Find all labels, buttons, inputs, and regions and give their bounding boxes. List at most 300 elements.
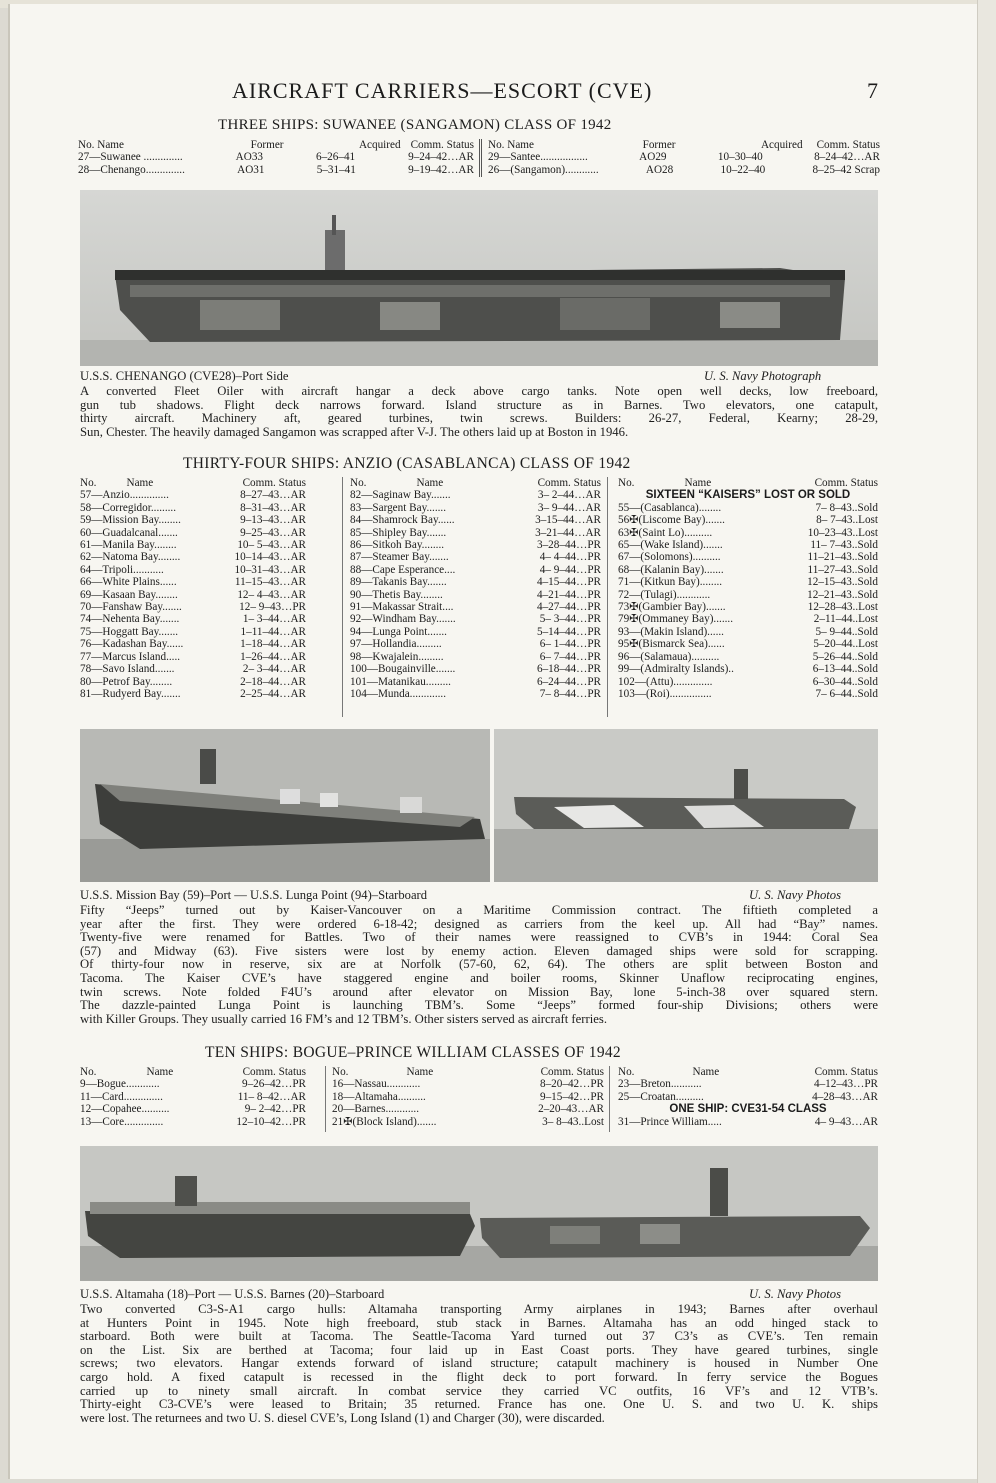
col-header-no-name: No. Name xyxy=(488,139,534,151)
paragraph-line: Twenty-five were renamed for Battles. Two of their names were reassigned to CVB’s in 1944: Coral Sea xyxy=(80,930,878,945)
ship-comm-status: 8–31–43…AR xyxy=(240,501,306,514)
ship-comm-status: 5–26–44..Sold xyxy=(812,650,878,663)
col-header-name: Name xyxy=(146,1066,174,1078)
ship-comm-status: 10–14–43…AR xyxy=(234,551,306,564)
ship-name: 13—Core.............. xyxy=(80,1115,164,1128)
photo-credit-altamaha: U. S. Navy Photos xyxy=(749,1287,841,1301)
photo-caption-chenango: U.S.S. CHENANGO (CVE28)–Port Side xyxy=(80,369,289,383)
column-divider xyxy=(479,139,482,177)
prince-william-subtitle: ONE SHIP: CVE31-54 CLASS xyxy=(669,1103,827,1116)
photo-caption-altamaha: U.S.S. Altamaha (18)–Port — U.S.S. Barnes (20)–Starboard xyxy=(80,1287,385,1301)
ship-name: 96—(Salamaua).......... xyxy=(618,650,720,663)
ship-name: 91—Makassar Strait.... xyxy=(350,601,454,614)
ship-comm-status: 12– 9–43…PR xyxy=(239,601,306,614)
ship-comm-status: 3– 8–43..Lost xyxy=(542,1115,604,1128)
table-row xyxy=(618,688,878,700)
ship-name: 73✠(Gambier Bay)....... xyxy=(618,601,726,614)
ship-comm-status: 10– 5–43…AR xyxy=(237,539,306,552)
col-header-comm-status: Comm. Status xyxy=(540,1066,604,1078)
table-row xyxy=(350,527,601,539)
bogue-class-table xyxy=(80,1066,878,1132)
ship-comm-status: 9–13–43…AR xyxy=(240,514,306,527)
table-row xyxy=(350,551,601,563)
ship-comm-status: 6–24–44…PR xyxy=(536,675,601,688)
ship-comm-status: 4–12–43…PR xyxy=(813,1078,878,1091)
table-row xyxy=(350,676,601,688)
column-divider xyxy=(609,1066,610,1132)
col-header-comm-status: Comm. Status xyxy=(242,1066,306,1078)
ship-comm-status: 11– 7–43..Sold xyxy=(810,539,878,552)
table-row xyxy=(350,688,601,700)
ship-comm-status: 5–14–44…PR xyxy=(536,625,601,638)
anzio-column-2 xyxy=(350,477,601,700)
ship-comm-status: 4–27–44…PR xyxy=(536,601,601,614)
ship-comm-status: 3– 9–44…AR xyxy=(537,501,601,514)
paragraph-line: with Killer Groups. They usually carried 16 FM’s and 12 TBM’s. Other sisters served as aircraft ferries. xyxy=(80,1011,608,1026)
lost-or-sold-subtitle: SIXTEEN “KAISERS” LOST OR SOLD xyxy=(645,489,851,502)
ship-name: 63✠(Saint Lo).......... xyxy=(618,526,713,539)
table-row xyxy=(332,1078,604,1090)
paragraph-line: screws; two elevators. Hangar extends forward of island structure; catapult machinery is housed in Number One xyxy=(80,1356,878,1371)
table-row xyxy=(80,564,306,576)
ship-name: 90—Thetis Bay........ xyxy=(350,588,443,601)
paragraph-line: carried up to ninety small aircraft. In combat service they carried VC outfits, 16 VF’s and 12 VTB’s. xyxy=(80,1383,878,1398)
description-kaiser-jeeps xyxy=(80,904,878,1026)
ship-name: 56✠(Liscome Bay)....... xyxy=(618,514,725,527)
ship-name: 25—Croatan.......... xyxy=(618,1090,704,1103)
photo-credit-chenango: U. S. Navy Photograph xyxy=(704,369,822,383)
ship-comm-status: 5– 9–44..Sold xyxy=(815,625,878,638)
suwanee-class-table xyxy=(78,139,878,179)
ship-name: 81—Rudyerd Bay....... xyxy=(80,687,181,700)
paragraph-line: were lost. The returnees and two U. S. diesel CVE’s, Long Island (1) and Charger (30), were discarded. xyxy=(80,1410,605,1425)
description-chenango xyxy=(80,385,878,439)
ship-name: 64—Tripoli........... xyxy=(80,563,164,576)
ship-comm-status: 11–21–43..Sold xyxy=(807,551,878,564)
table-row xyxy=(80,1091,306,1103)
ship-comm-status: 2– 3–44…AR xyxy=(242,663,306,676)
ship-name: 28—Chenango.............. xyxy=(78,163,185,176)
column-divider xyxy=(342,477,343,717)
paragraph-line: thirty aircraft. Machinery aft, geared turbines, twin screws. Builders: 26-27, Federal, Kearny; 28-29, xyxy=(80,411,878,426)
anzio-class-table xyxy=(80,477,878,717)
ship-comm-status: 7– 8–44…PR xyxy=(539,687,601,700)
ship-name: 84—Shamrock Bay...... xyxy=(350,514,455,527)
description-c3-conversions xyxy=(80,1303,878,1425)
ship-comm-status: 7– 6–44..Sold xyxy=(815,687,878,700)
table-header xyxy=(80,1066,306,1078)
col-header-no-name: No. Name xyxy=(78,139,124,151)
ship-comm-status: 2–18–44…AR xyxy=(240,675,306,688)
table-row xyxy=(80,638,306,650)
ship-name: 87—Steamer Bay....... xyxy=(350,551,449,564)
table-row xyxy=(80,1103,306,1115)
paragraph-line: at Hunters Point in 1945. Note high freeboard, stub stack in Barnes. Altamaha has an odd hinged stack to xyxy=(80,1315,878,1330)
table-row xyxy=(350,663,601,675)
table-row xyxy=(350,489,601,501)
ship-name: 65—(Wake Island)....... xyxy=(618,539,723,552)
suwanee-right-column xyxy=(488,139,880,176)
table-row xyxy=(80,1116,306,1128)
column-divider xyxy=(325,1066,326,1132)
ship-name: 99—(Admiralty Islands).. xyxy=(618,663,734,676)
ship-comm-status: 8– 7–43..Lost xyxy=(816,514,878,527)
table-header xyxy=(350,477,601,489)
ship-comm-status: 6–13–44..Sold xyxy=(812,663,878,676)
ship-comm-status: 10–23–43..Lost xyxy=(807,526,878,539)
col-header-no: No. xyxy=(332,1066,349,1078)
table-row xyxy=(332,1103,604,1115)
ship-comm-status: 12–10–42…PR xyxy=(236,1115,306,1128)
table-row xyxy=(618,527,878,539)
page-title: AIRCRAFT CARRIERS—ESCORT (CVE) xyxy=(232,78,653,103)
table-row xyxy=(80,489,306,501)
table-row xyxy=(80,626,306,638)
ship-comm-status: 5– 3–44…PR xyxy=(539,613,601,626)
table-row xyxy=(80,539,306,551)
ship-comm-status: 9–15–42…PR xyxy=(539,1090,604,1103)
anzio-column-1 xyxy=(80,477,306,700)
ship-name: 94—Lunga Point....... xyxy=(350,625,447,638)
table-row xyxy=(78,164,474,176)
ship-name: 100—Bougainville....... xyxy=(350,663,456,676)
ship-comm-status: 8–20–42…PR xyxy=(539,1078,604,1091)
ship-name: 101—Matanikau......... xyxy=(350,675,451,688)
bogue-column-3 xyxy=(618,1066,878,1128)
paragraph-line: cargo hold. A fixed catapult is recessed in the flight deck to port forward. In ferry service the Bogues xyxy=(80,1369,878,1384)
ship-name: 55—(Casablanca)........ xyxy=(618,501,722,514)
ship-comm-status: 8–25–42 Scrap xyxy=(812,163,880,176)
table-row xyxy=(350,651,601,663)
table-row xyxy=(332,1116,604,1128)
ship-comm-status: 6–30–44..Sold xyxy=(812,675,878,688)
ship-comm-status: 2–20–43…AR xyxy=(538,1103,604,1116)
table-row xyxy=(350,613,601,625)
paragraph-line: year after the first. They were ordered 6-18-42; designed as carriers from the keel up. All had “Bay” names. xyxy=(80,916,878,931)
ship-comm-status: 12–28–43..Lost xyxy=(807,601,878,614)
ship-name: 58—Corregidor......... xyxy=(80,501,177,514)
table-row xyxy=(618,564,878,576)
ship-comm-status: 4– 9–43…AR xyxy=(814,1115,878,1128)
paragraph-line: The dazzle-painted Lunga Point is launching TBM’s. Some “Jeeps” formed four-ship Divisions; others were xyxy=(80,998,878,1013)
ship-name: 59—Mission Bay........ xyxy=(80,514,181,527)
anzio-column-3 xyxy=(618,477,878,700)
table-row xyxy=(488,151,880,163)
table-row xyxy=(350,502,601,514)
ship-name: 66—White Plains...... xyxy=(80,576,177,589)
carrier-photo-altamaha-barnes xyxy=(80,1146,878,1281)
table-row xyxy=(618,638,878,650)
ship-former: AO33 xyxy=(235,151,264,164)
ship-name: 69—Kasaan Bay........ xyxy=(80,588,178,601)
table-row xyxy=(618,539,878,551)
ship-comm-status: 7– 8–43..Sold xyxy=(815,501,878,514)
ship-comm-status: 9–19–42…AR xyxy=(408,163,474,176)
page-right-edge xyxy=(977,0,996,1483)
ship-name: 57—Anzio.............. xyxy=(80,489,169,502)
col-header-no: No. xyxy=(618,477,635,489)
ship-name: 11—Card.............. xyxy=(80,1090,163,1103)
table-row xyxy=(618,502,878,514)
col-header-no: No. xyxy=(350,477,367,489)
carrier-photo-lunga-point xyxy=(494,729,878,882)
table-row xyxy=(80,514,306,526)
table-row xyxy=(618,676,878,688)
table-row xyxy=(618,589,878,601)
ship-name: 61—Manila Bay........ xyxy=(80,539,177,552)
ship-name: 93—(Makin Island)...... xyxy=(618,625,724,638)
table-row xyxy=(350,564,601,576)
ship-name: 70—Fanshaw Bay....... xyxy=(80,601,182,614)
col-header-former: Former xyxy=(250,139,284,151)
ship-name: 16—Nassau............ xyxy=(332,1078,421,1091)
ship-comm-status: 4–21–44…PR xyxy=(536,588,601,601)
ship-comm-status: 3–28–44…PR xyxy=(536,539,601,552)
table-row xyxy=(350,539,601,551)
ship-comm-status: 3– 2–44…AR xyxy=(537,489,601,502)
ship-name: 27—Suwanee .............. xyxy=(78,151,183,164)
paragraph-line: Two converted C3-S-A1 cargo hulls: Altamaha transporting Army airplanes in 1943; Barnes after overhaul xyxy=(80,1302,878,1316)
table-row xyxy=(332,1091,604,1103)
ship-name: 79✠(Ommaney Bay)....... xyxy=(618,613,734,626)
ship-name: 9—Bogue............ xyxy=(80,1078,160,1091)
table-row xyxy=(80,589,306,601)
table-header xyxy=(488,139,880,151)
paragraph-line: Fifty “Jeeps” turned out by Kaiser-Vancouver on a Maritime Commission contract. The fiftieth completed a xyxy=(80,903,878,917)
col-header-no: No. xyxy=(80,1066,97,1078)
ship-comm-status: 4– 9–44…PR xyxy=(539,563,601,576)
photo-credit-mission-bay: U. S. Navy Photos xyxy=(749,888,841,902)
table-row xyxy=(80,651,306,663)
table-row xyxy=(350,626,601,638)
ship-comm-status: 5–20–44..Lost xyxy=(813,638,878,651)
paragraph-line: Of thirty-four now in reserve, six are at Norfolk (57-60, 62, 64). The others are split between Boston and xyxy=(80,957,878,972)
paragraph-line: starboard. Both were built at Tacoma. The Seattle-Tacoma Yard turned out 37 C3’s as CVE’s. Ten remain xyxy=(80,1329,878,1344)
table-row xyxy=(618,651,878,663)
col-header-no: No. xyxy=(618,1066,635,1078)
ship-comm-status: 2–25–44…AR xyxy=(240,687,306,700)
ship-comm-status: 6– 1–44…PR xyxy=(539,638,601,651)
ship-acquired: 10–22–40 xyxy=(720,163,766,176)
table-row xyxy=(80,527,306,539)
ship-name: 18—Altamaha.......... xyxy=(332,1090,426,1103)
ship-former: AO28 xyxy=(645,163,674,176)
ship-comm-status: 3–15–44…AR xyxy=(535,514,601,527)
table-row xyxy=(618,601,878,613)
ship-comm-status: 8–27–43…AR xyxy=(240,489,306,502)
ship-comm-status: 3–21–44…AR xyxy=(535,526,601,539)
ship-comm-status: 1–18–44…AR xyxy=(240,638,306,651)
ship-name: 89—Takanis Bay....... xyxy=(350,576,447,589)
table-header xyxy=(618,477,878,489)
ship-acquired: 10–30–40 xyxy=(717,151,763,164)
paragraph-line: gun tub shadows. Flight deck narrows forward. Island structure as in Barnes. Two elevators, one catapult, xyxy=(80,397,878,412)
ship-name: 62—Natoma Bay........ xyxy=(80,551,181,564)
paragraph-line: Sun, Chester. The heavily damaged Sangamon was scrapped after V-J. The others laid up at Boston in 1946. xyxy=(80,424,629,439)
ship-name: 83—Sargent Bay....... xyxy=(350,501,447,514)
ship-comm-status: 1–11–44…AR xyxy=(240,625,306,638)
ship-name: 76—Kadashan Bay...... xyxy=(80,638,184,651)
ship-name: 80—Petrof Bay........ xyxy=(80,675,173,688)
ship-name: 67—(Solomons).......... xyxy=(618,551,721,564)
table-header xyxy=(78,139,474,151)
ship-name: 29—Santee................. xyxy=(488,151,588,164)
bogue-column-2 xyxy=(332,1066,604,1128)
ship-name: 102—(Attu).............. xyxy=(618,675,713,688)
ship-name: 72—(Tulagi)............ xyxy=(618,588,711,601)
table-row xyxy=(80,551,306,563)
ship-name: 68—(Kalanin Bay)....... xyxy=(618,563,724,576)
ship-comm-status: 1– 3–44…AR xyxy=(242,613,306,626)
ship-comm-status: 12–21–43..Sold xyxy=(807,588,878,601)
ship-name: 92—Windham Bay....... xyxy=(350,613,456,626)
ship-former: AO31 xyxy=(237,163,265,176)
ship-comm-status: 2–11–44..Lost xyxy=(813,613,878,626)
table-row xyxy=(618,613,878,625)
ship-comm-status: 4– 4–44…PR xyxy=(539,551,601,564)
table-row xyxy=(618,1078,878,1090)
ship-comm-status: 9–24–42…AR xyxy=(408,151,474,164)
table-row xyxy=(80,688,306,700)
ship-name: 86—Sitkoh Bay........ xyxy=(350,539,445,552)
ship-name: 71—(Kitkun Bay)........ xyxy=(618,576,723,589)
photo-altamaha-barnes xyxy=(80,1146,878,1281)
ship-name: 88—Cape Esperance.... xyxy=(350,563,456,576)
paragraph-line: Thirty-eight C3-CVE’s were leased to Britain; 35 returned. France has one. One U. S. and two U. K. ships xyxy=(80,1397,878,1412)
table-row xyxy=(80,613,306,625)
carrier-photo-chenango xyxy=(80,190,878,366)
ship-name: 12—Copahee.......... xyxy=(80,1103,170,1116)
col-header-no: No. xyxy=(80,477,97,489)
ship-comm-status: 9–25–43…AR xyxy=(240,526,306,539)
photo-caption-mission-bay: U.S.S. Mission Bay (59)–Port — U.S.S. Lunga Point (94)–Starboard xyxy=(80,888,428,902)
col-header-comm-status: Comm. Status xyxy=(410,139,474,151)
ship-comm-status: 9– 2–42…PR xyxy=(244,1103,306,1116)
ship-name: 103—(Roi)............... xyxy=(618,687,712,700)
section-title-anzio: THIRTY-FOUR SHIPS: ANZIO (CASABLANCA) CLASS OF 1942 xyxy=(183,455,631,472)
table-row xyxy=(80,663,306,675)
column-divider xyxy=(607,477,608,717)
ship-comm-status: 11–27–43..Sold xyxy=(807,563,878,576)
table-row xyxy=(488,164,880,176)
table-row xyxy=(350,589,601,601)
col-header-former: Former xyxy=(642,139,676,151)
col-header-acquired: Acquired xyxy=(760,139,803,151)
ship-name: 20—Barnes............ xyxy=(332,1103,420,1116)
table-row xyxy=(350,638,601,650)
ship-comm-status: 9–26–42…PR xyxy=(241,1078,306,1091)
table-header xyxy=(80,477,306,489)
table-row xyxy=(80,601,306,613)
table-row xyxy=(618,514,878,526)
ship-comm-status: 4–15–44…PR xyxy=(536,576,601,589)
table-row xyxy=(80,676,306,688)
ship-name: 31—Prince William..... xyxy=(618,1115,722,1128)
ship-name: 98—Kwajalein......... xyxy=(350,650,444,663)
col-header-comm-status: Comm. Status xyxy=(816,139,880,151)
paragraph-line: A converted Fleet Oiler with aircraft hangar a deck above cargo tanks. Note open well decks, low freeboard, xyxy=(80,384,878,398)
ship-comm-status: 8–24–42…AR xyxy=(814,151,880,164)
ship-acquired: 6–26–41 xyxy=(315,151,356,164)
paragraph-line: (57) and Midway (63). Five sisters were lost by enemy action. Eleven damaged ships were sold for scrapping. xyxy=(80,943,878,958)
paragraph-line: twin screws. Note folded F4U’s around after elevator on Mission Bay, lone 5-inch-38 over squared stern. xyxy=(80,984,878,999)
table-row xyxy=(350,601,601,613)
ship-acquired: 5–31–41 xyxy=(316,163,356,176)
table-row xyxy=(80,502,306,514)
section-title-bogue: TEN SHIPS: BOGUE–PRINCE WILLIAM CLASSES OF 1942 xyxy=(205,1044,621,1061)
photo-chenango xyxy=(80,190,878,366)
ship-name: 95✠(Bismarck Sea)...... xyxy=(618,638,725,651)
ship-name: 97—Hollandia......... xyxy=(350,638,442,651)
col-header-comm-status: Comm. Status xyxy=(242,477,306,489)
ship-comm-status: 4–28–43…AR xyxy=(812,1090,878,1103)
ship-name: 23—Breton........... xyxy=(618,1078,702,1091)
table-header xyxy=(618,1066,878,1078)
ship-name: 85—Shipley Bay....... xyxy=(350,526,447,539)
ship-name: 26—(Sangamon)............ xyxy=(488,163,599,176)
table-row xyxy=(618,1091,878,1103)
photo-mission-bay xyxy=(80,729,490,882)
col-header-name: Name xyxy=(406,1066,434,1078)
col-header-comm-status: Comm. Status xyxy=(814,477,878,489)
col-header-name: Name xyxy=(416,477,444,489)
table-row xyxy=(618,576,878,588)
carrier-photo-mission-bay xyxy=(80,729,490,882)
table-row xyxy=(618,626,878,638)
table-row xyxy=(78,151,474,163)
ship-name: 77—Marcus Island..... xyxy=(80,650,181,663)
suwanee-left-column xyxy=(78,139,474,176)
ship-comm-status: 12– 4–43…AR xyxy=(237,588,306,601)
col-header-name: Name xyxy=(692,1066,720,1078)
table-row xyxy=(618,551,878,563)
ship-comm-status: 11–15–43…AR xyxy=(234,576,306,589)
col-header-name: Name xyxy=(126,477,154,489)
ship-comm-status: 6– 7–44…PR xyxy=(539,650,601,663)
table-row xyxy=(350,576,601,588)
ship-name: 74—Nehenta Bay....... xyxy=(80,613,180,626)
ship-name: 60—Guadalcanal....... xyxy=(80,526,178,539)
section-title-suwanee: THREE SHIPS: SUWANEE (SANGAMON) CLASS OF 1942 xyxy=(218,117,612,133)
ship-comm-status: 11– 8–42…AR xyxy=(237,1090,306,1103)
ship-comm-status: 6–18–44…PR xyxy=(536,663,601,676)
bogue-column-1 xyxy=(80,1066,306,1128)
col-header-comm-status: Comm. Status xyxy=(814,1066,878,1078)
ship-name: 75—Hoggatt Bay....... xyxy=(80,625,179,638)
ship-name: 82—Saginaw Bay....... xyxy=(350,489,451,502)
ship-comm-status: 12–15–43..Sold xyxy=(807,576,878,589)
table-header xyxy=(332,1066,604,1078)
ship-name: 21✠(Block Island)....... xyxy=(332,1115,437,1128)
ship-comm-status: 10–31–43…AR xyxy=(234,563,306,576)
photo-lunga-point xyxy=(494,729,878,882)
ship-name: 78—Savo Island....... xyxy=(80,663,175,676)
col-header-name: Name xyxy=(684,477,712,489)
col-header-comm-status: Comm. Status xyxy=(537,477,601,489)
table-row xyxy=(618,663,878,675)
col-header-acquired: Acquired xyxy=(358,139,401,151)
ship-name: 104—Munda............. xyxy=(350,687,447,700)
ship-former: AO29 xyxy=(639,151,667,164)
table-row xyxy=(618,1116,878,1128)
ship-comm-status: 1–26–44…AR xyxy=(240,650,306,663)
paragraph-line: Tacoma. The Kaiser CVE’s have staggered engine and boiler rooms, Skinner Unaflow reciprocating engines, xyxy=(80,970,878,985)
table-row xyxy=(350,514,601,526)
table-row xyxy=(80,576,306,588)
paragraph-line: on the List. Six are berthed at Tacoma; four laid up in East Coast ports. They have geared turbines, single xyxy=(80,1342,878,1357)
page-number: 7 xyxy=(867,78,878,103)
table-row xyxy=(80,1078,306,1090)
